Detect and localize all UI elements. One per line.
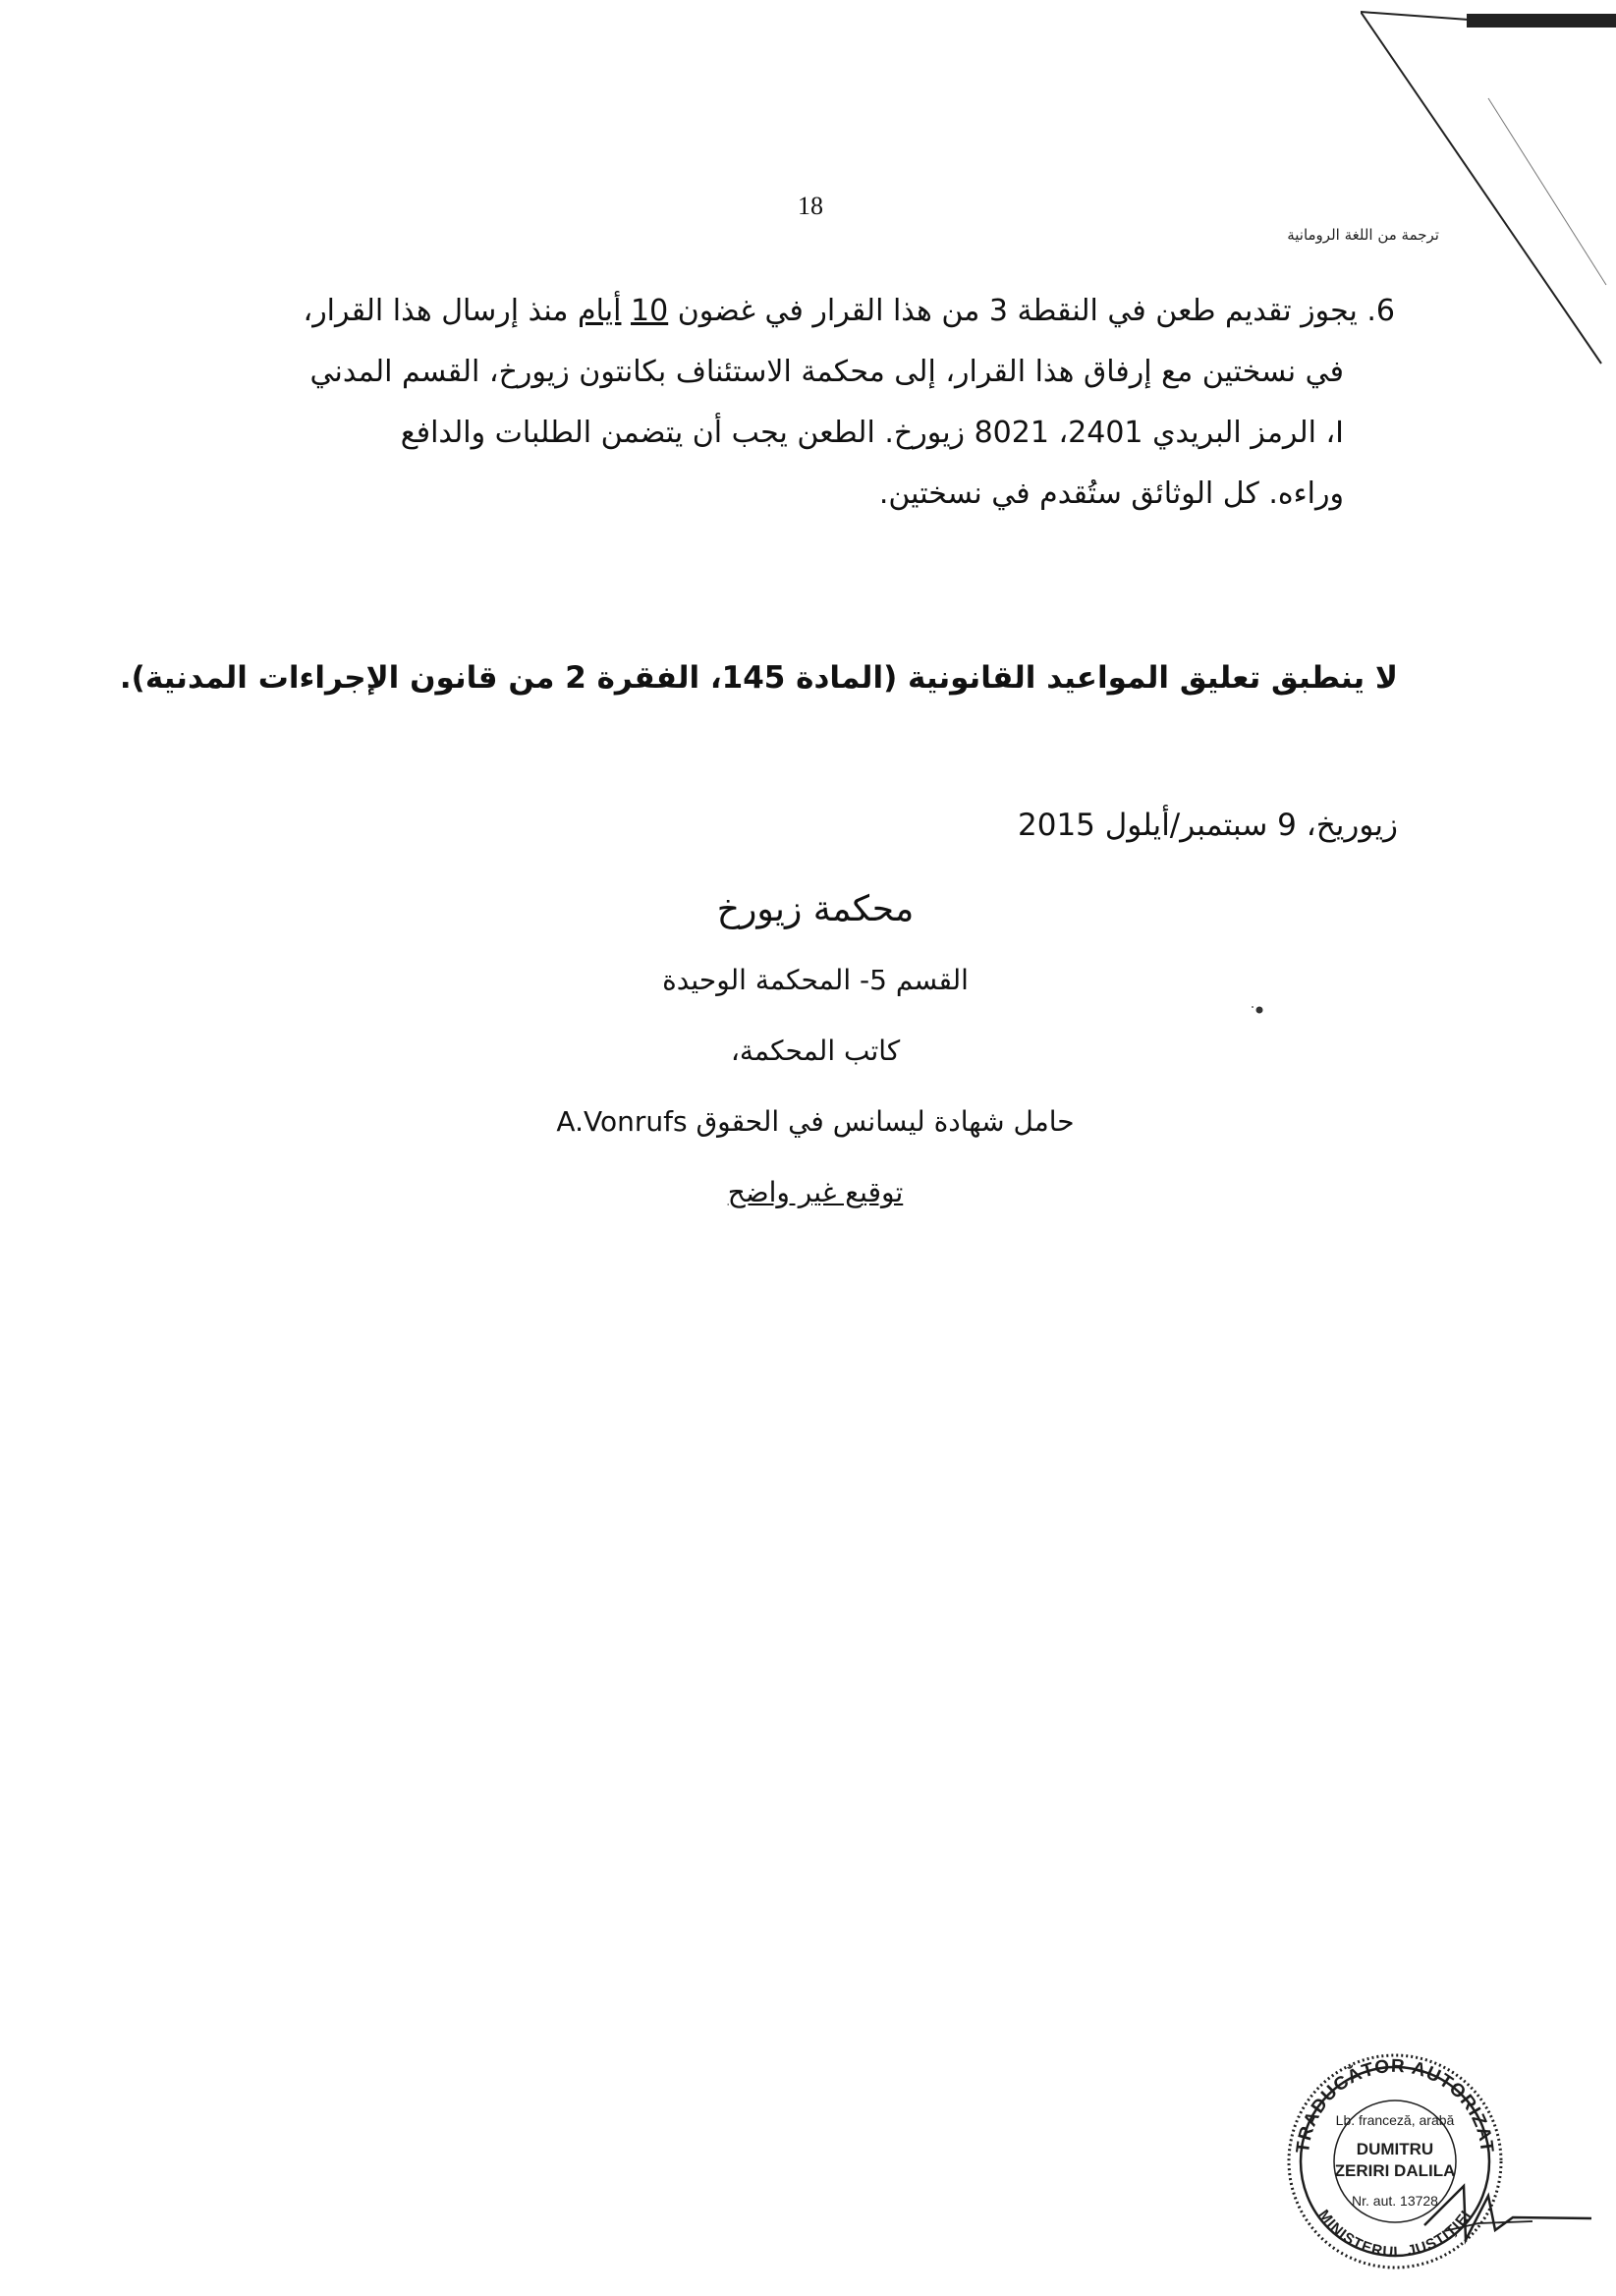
court-name: محكمة زيورخ <box>716 889 915 929</box>
signature-block <box>432 874 1198 1228</box>
court-section: القسم 5- المحكمة الوحيدة <box>662 964 969 996</box>
translator-stamp <box>1277 2048 1611 2284</box>
appeal-deadline-days: 10 <box>631 294 669 328</box>
appeal-line-1: 6. يجوز تقديم طعن في النقطة 3 من هذا القرار في غضون 10 أيام منذ إرسال هذا القرار، <box>303 294 1395 328</box>
appeal-paragraph <box>303 281 1395 525</box>
stamp-ministry: MINISTERUL JUSTIŢIEI <box>1314 2207 1476 2262</box>
stamp-name-line-1: DUMITRU <box>1356 2140 1434 2158</box>
folded-corner-mark <box>1361 0 1616 373</box>
stamp-outer-text: TRADUCĂTOR AUTORIZAT <box>1293 2055 1497 2155</box>
translation-header-note: ترجمة من اللغة الرومانية <box>1287 226 1439 244</box>
appeal-deadline-unit: أيام <box>578 294 622 328</box>
deadline-suspension-note: لا ينطبق تعليق المواعيد القانونية (المادة 145، الفقرة 2 من قانون الإجراءات المدنية). <box>119 660 1398 696</box>
stamp-languages: Lb. franceză, arabă <box>1335 2112 1455 2128</box>
signature-note: توقيع غير واضح <box>727 1176 904 1208</box>
clerk-title: كاتب المحكمة، <box>730 1035 901 1067</box>
stamp-authorization: Nr. aut. 13728 <box>1352 2193 1438 2209</box>
scan-speck <box>1250 1002 1269 1018</box>
stamp-name-line-2: ZERIRI DALILA <box>1334 2161 1456 2180</box>
appeal-line-3: I، الرمز البريدي 2401، 8021 زيورخ. الطعن يجب أن يتضمن الطلبات والدافع <box>400 416 1344 450</box>
page-number: 18 <box>798 192 823 220</box>
clerk-name: حامل شهادة ليسانس في الحقوق A.Vonrufs <box>556 1105 1075 1138</box>
appeal-line-2: في نسختين مع إرفاق هذا القرار، إلى محكمة الاستئناف بكانتون زيورخ، القسم المدني <box>309 355 1344 389</box>
place-and-date: زيوريخ، 9 سبتمبر/أيلول 2015 <box>1018 808 1398 843</box>
appeal-line-4: وراءه. كل الوثائق ستُقدم في نسختين. <box>878 476 1344 511</box>
